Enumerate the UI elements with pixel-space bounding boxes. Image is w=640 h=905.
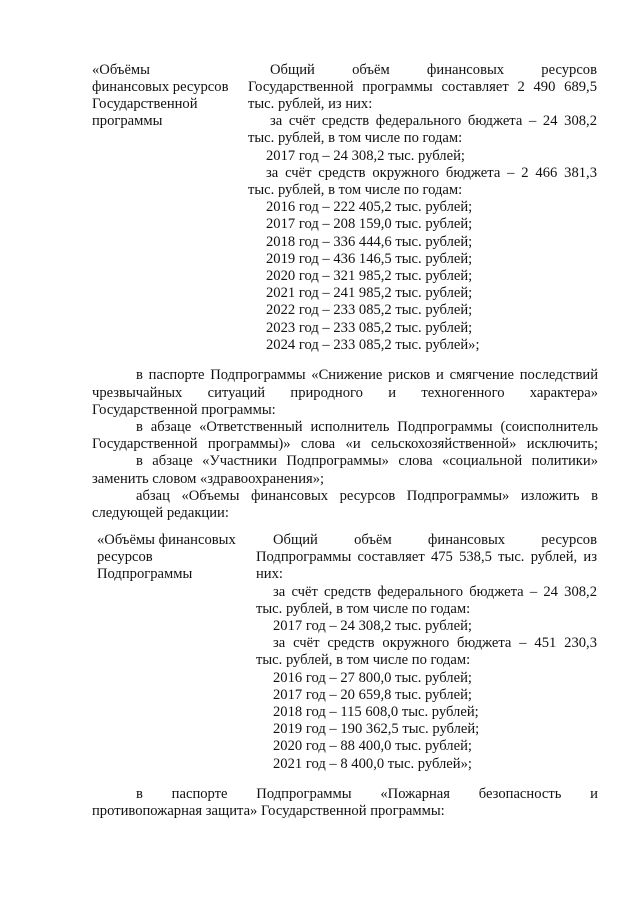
block1-label-line: программы	[92, 113, 163, 129]
block1-line: 2024 год – 233 085,2 тыс. рублей»;	[266, 337, 480, 353]
block1-line: за счёт средств окружного бюджета – 2 466 381,3	[266, 165, 597, 181]
block2-line: Подпрограммы составляет 475 538,5 тыс. рублей, из	[256, 549, 597, 565]
block1-line: 2023 год – 233 085,2 тыс. рублей;	[266, 320, 473, 336]
block1-line: тыс. рублей, в том числе по годам:	[248, 130, 463, 146]
paragraph-line: в абзаце «Участники Подпрограммы» слова «социальной политики»	[136, 453, 598, 469]
paragraph-line: противопожарная защита» Государственной программы:	[92, 803, 445, 819]
block2-line: них:	[256, 566, 283, 582]
block1-line: 2017 год – 208 159,0 тыс. рублей;	[266, 216, 473, 232]
block1-line: 2022 год – 233 085,2 тыс. рублей;	[266, 302, 473, 318]
block2-line: 2021 год – 8 400,0 тыс. рублей»;	[273, 756, 472, 772]
paragraph-line: Государственной программы)» слова «и сельскохозяйственной» исключить;	[92, 436, 598, 452]
paragraph-line: Государственной программы:	[92, 402, 276, 418]
block1-line: 2020 год – 321 985,2 тыс. рублей;	[266, 268, 473, 284]
block1-label-line: финансовых ресурсов	[92, 79, 229, 95]
paragraph-line: в паспорте Подпрограммы «Пожарная безопасность и	[136, 786, 598, 802]
block2-line: 2018 год – 115 608,0 тыс. рублей;	[273, 704, 479, 720]
block2-line: за счёт средств окружного бюджета – 451 230,3	[273, 635, 597, 651]
block1-line: 2016 год – 222 405,2 тыс. рублей;	[266, 199, 473, 215]
block2-label-line: Подпрограммы	[97, 566, 193, 582]
block1-label-line: «Объёмы	[92, 62, 150, 78]
block2-line: Общий объём финансовых ресурсов	[273, 532, 597, 548]
block2-line: 2017 год – 20 659,8 тыс. рублей;	[273, 687, 472, 703]
block1-line: за счёт средств федерального бюджета – 24 308,2	[270, 113, 597, 129]
block2-label-line: «Объёмы финансовых	[97, 532, 236, 548]
paragraph-line: в абзаце «Ответственный исполнитель Подпрограммы (соисполнитель	[136, 419, 598, 435]
block1-line: Государственной программы составляет 2 490 689,5	[248, 79, 597, 95]
paragraph-line: абзац «Объемы финансовых ресурсов Подпрограммы» изложить в	[136, 488, 598, 504]
block1-line: 2018 год – 336 444,6 тыс. рублей;	[266, 234, 473, 250]
block2-line: 2019 год – 190 362,5 тыс. рублей;	[273, 721, 480, 737]
block2-label-line: ресурсов	[97, 549, 153, 565]
block2-line: за счёт средств федерального бюджета – 24 308,2	[273, 584, 597, 600]
block1-line: тыс. рублей, из них:	[248, 96, 373, 112]
paragraph-line: чрезвычайных ситуаций природного и техногенного характера»	[92, 385, 598, 401]
block1-line: 2019 год – 436 146,5 тыс. рублей;	[266, 251, 473, 267]
block2-line: 2017 год – 24 308,2 тыс. рублей;	[273, 618, 472, 634]
block2-line: тыс. рублей, в том числе по годам:	[256, 601, 471, 617]
block1-line: 2021 год – 241 985,2 тыс. рублей;	[266, 285, 473, 301]
paragraph-line: в паспорте Подпрограммы «Снижение рисков и смягчение последствий	[136, 367, 598, 383]
block2-line: 2016 год – 27 800,0 тыс. рублей;	[273, 670, 472, 686]
block1-label-line: Государственной	[92, 96, 198, 112]
paragraph-line: заменить словом «здравоохранения»;	[92, 471, 325, 487]
block1-line: 2017 год – 24 308,2 тыс. рублей;	[266, 148, 465, 164]
block2-line: 2020 год – 88 400,0 тыс. рублей;	[273, 738, 472, 754]
block1-line: тыс. рублей, в том числе по годам:	[248, 182, 463, 198]
block2-line: тыс. рублей, в том числе по годам:	[256, 652, 471, 668]
paragraph-line: следующей редакции:	[92, 505, 229, 521]
block1-line: Общий объём финансовых ресурсов	[270, 62, 597, 78]
